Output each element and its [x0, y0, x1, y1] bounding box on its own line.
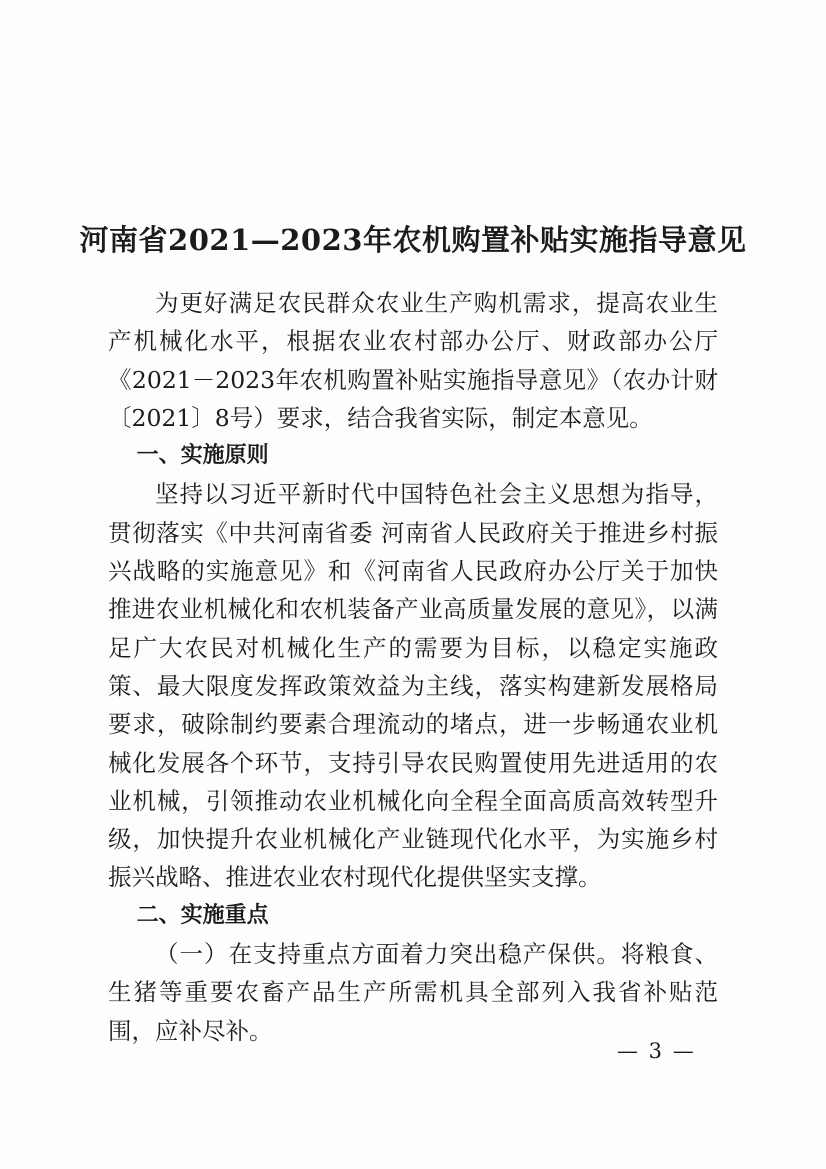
document-title: 河南省2021—2023年农机购置补贴实施指导意见 [79, 223, 747, 257]
principles-paragraph: 坚持以习近平新时代中国特色社会主义思想为指导，贯彻落实《中共河南省委 河南省人民政府关于推进乡村振兴战略的实施意见》和《河南省人民政府办公厅关于加快推进农业机械化和农机装备产业高质量发展的意见》，以满足广大农民对机械化生产的需要为目标，以稳定实施政策、最大限度发挥政策效益为主线，落实构建新发展格局要求，破除制约要素合理流动的堵点，进一步畅通农业机械化发展各个环节，支持引导农民购置使用先进适用的农业机械，引领推动农业机械化向全程全面高质高效转型升级，加快提升农业机械化产业链现代化水平，为实施乡村振兴战略、推进农业农村现代化提供坚实支撑。 [108, 480, 718, 892]
section-heading-principles: 一、实施原则 [136, 443, 269, 469]
section-heading-priorities: 二、实施重点 [136, 902, 269, 928]
page-number: — 3 — [617, 1039, 696, 1063]
priorities-paragraph: （一）在支持重点方面着力突出稳产保供。将粮食、生猪等重要农畜产品生产所需机具全部列入我省补贴范围，应补尽补。 [108, 940, 718, 1045]
intro-paragraph: 为更好满足农民群众农业生产购机需求，提高农业生产机械化水平，根据农业农村部办公厅、财政部办公厅《2021－2023年农机购置补贴实施指导意见》（农办计财〔2021〕8号）要求，结合我省实际，制定本意见。 [108, 289, 718, 432]
document-body [108, 284, 718, 1050]
